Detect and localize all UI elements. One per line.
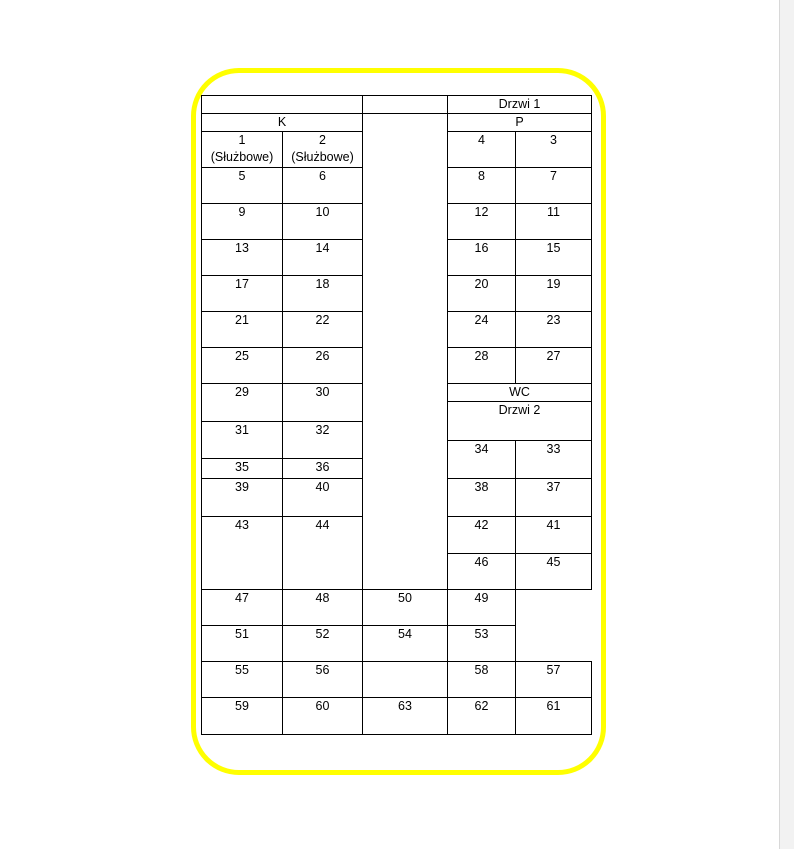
seat-cell: 52 <box>283 626 363 662</box>
seat-cell: 41 <box>516 517 592 554</box>
seat-cell: 6 <box>283 168 363 204</box>
seat-cell: 11 <box>516 204 592 240</box>
seat-cell: 44 <box>283 517 363 590</box>
seat-cell: 26 <box>283 348 363 384</box>
seat-cell: 32 <box>283 422 363 459</box>
seat-cell: 10 <box>283 204 363 240</box>
seat-cell: 33 <box>516 441 592 479</box>
right-side-label: P <box>448 114 592 132</box>
seat-cell: 62 <box>448 698 516 735</box>
seat-cell: 25 <box>202 348 283 384</box>
seat-cell: 51 <box>202 626 283 662</box>
seat-cell: 34 <box>448 441 516 479</box>
seat-cell: 22 <box>283 312 363 348</box>
seat-cell: 43 <box>202 517 283 590</box>
seat-cell: 9 <box>202 204 283 240</box>
aisle-continued <box>363 662 448 698</box>
seat-cell: 48 <box>283 590 363 626</box>
seat-number: 2 (Służbowe) <box>291 133 354 164</box>
seat-cell: 56 <box>283 662 363 698</box>
seat-number: 1 (Służbowe) <box>210 133 274 164</box>
seat-cell: 45 <box>516 554 592 590</box>
seat-cell: 16 <box>448 240 516 276</box>
seat-cell: 61 <box>516 698 592 735</box>
seat-cell: 54 <box>363 626 448 662</box>
seat-cell: 55 <box>202 662 283 698</box>
aisle <box>363 114 448 590</box>
seat-cell: 39 <box>202 479 283 517</box>
seat-cell: 60 <box>283 698 363 735</box>
header-blank-middle <box>363 96 448 114</box>
seat-cell: 31 <box>202 422 283 459</box>
left-side-label: K <box>202 114 363 132</box>
seat-cell: 28 <box>448 348 516 384</box>
scrollbar-track[interactable] <box>780 0 794 849</box>
seat-cell: 19 <box>516 276 592 312</box>
door-2-label: Drzwi 2 <box>448 402 592 441</box>
seat-cell: 57 <box>516 662 592 698</box>
seat-cell: 30 <box>283 384 363 422</box>
seat-cell: 38 <box>448 479 516 517</box>
seat-cell: 4 <box>448 132 516 168</box>
seat-cell: 27 <box>516 348 592 384</box>
seat-cell: 50 <box>363 590 448 626</box>
wc-label: WC <box>448 384 592 402</box>
seat-cell: 42 <box>448 517 516 554</box>
seat-cell: 14 <box>283 240 363 276</box>
seat-cell: 29 <box>202 384 283 422</box>
seat-cell <box>202 132 283 168</box>
seat-cell: 13 <box>202 240 283 276</box>
seat-cell: 36 <box>283 459 363 479</box>
seat-cell: 18 <box>283 276 363 312</box>
seat-cell: 17 <box>202 276 283 312</box>
seat-cell: 58 <box>448 662 516 698</box>
seat-cell <box>283 132 363 168</box>
seat-cell: 21 <box>202 312 283 348</box>
seat-cell: 7 <box>516 168 592 204</box>
door-1-label: Drzwi 1 <box>448 96 592 114</box>
seat-cell: 23 <box>516 312 592 348</box>
seat-plan-table <box>201 95 592 735</box>
seat-cell: 49 <box>448 590 516 626</box>
seat-cell: 15 <box>516 240 592 276</box>
seat-cell: 53 <box>448 626 516 662</box>
seat-cell: 37 <box>516 479 592 517</box>
seat-cell: 59 <box>202 698 283 735</box>
seat-cell: 8 <box>448 168 516 204</box>
seat-cell: 35 <box>202 459 283 479</box>
seat-cell: 46 <box>448 554 516 590</box>
header-blank-left <box>202 96 363 114</box>
seat-cell: 12 <box>448 204 516 240</box>
seat-cell: 24 <box>448 312 516 348</box>
seat-cell: 5 <box>202 168 283 204</box>
seat-cell-aisle: 63 <box>363 698 448 735</box>
seat-cell: 20 <box>448 276 516 312</box>
seat-cell: 40 <box>283 479 363 517</box>
seat-cell: 47 <box>202 590 283 626</box>
seat-cell: 3 <box>516 132 592 168</box>
